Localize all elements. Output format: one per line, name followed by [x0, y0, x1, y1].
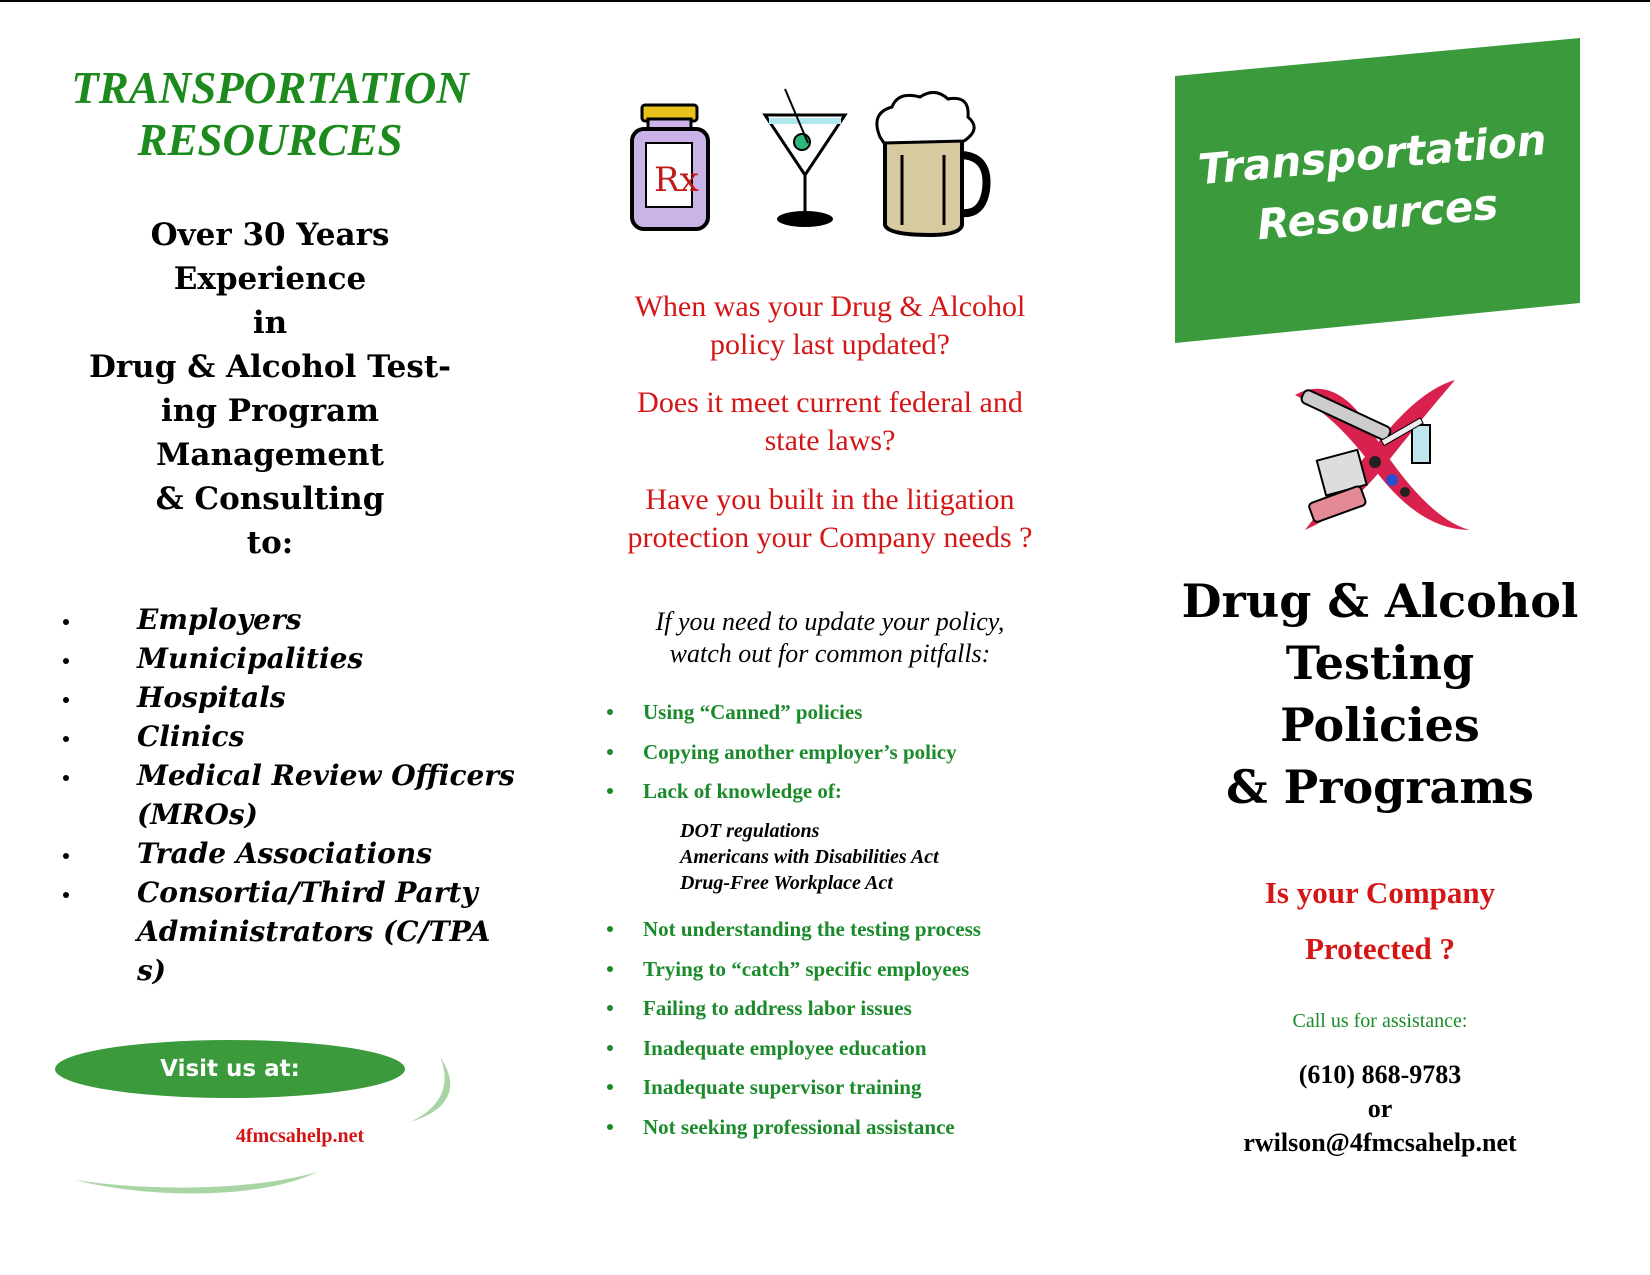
list-item	[55, 756, 525, 834]
bullet-icon	[607, 788, 613, 794]
pitfall-label: Inadequate employee education	[643, 1035, 927, 1060]
phone-number[interactable]: (610) 868-9783	[1298, 1060, 1462, 1089]
bullet-icon	[63, 853, 69, 859]
list-item	[600, 1036, 981, 1076]
banner-line: Resources	[1255, 179, 1501, 250]
bullet-icon	[607, 1005, 613, 1011]
heading-line: & Programs	[1226, 760, 1534, 814]
website-link[interactable]: 4fmcsahelp.net	[235, 1125, 365, 1147]
intro-line: watch out for common pitfalls:	[669, 639, 991, 668]
list-item	[600, 740, 957, 780]
substance-icons	[630, 85, 1010, 245]
question-line: state laws?	[764, 424, 896, 457]
bullet-icon	[63, 658, 69, 664]
heading-line: Drug & Alcohol	[1181, 574, 1579, 628]
question-line: Have you built in the litigation	[645, 483, 1015, 516]
experience-line: Management	[156, 437, 384, 473]
experience-line: ing Program	[161, 393, 379, 429]
pitfalls-list-continued	[600, 917, 981, 1154]
bullet-icon	[607, 1084, 613, 1090]
question-line: Protected ?	[1304, 931, 1456, 966]
email-link[interactable]: rwilson@4fmcsahelp.net	[1243, 1128, 1517, 1157]
regulations-list	[680, 818, 939, 896]
list-item	[55, 717, 525, 756]
question-line: When was your Drug & Alcohol	[634, 290, 1026, 323]
audience-label: Clinics	[137, 720, 245, 753]
main-heading	[1160, 570, 1600, 818]
beer-mug-icon	[877, 92, 987, 235]
pitfall-label: Failing to address labor issues	[643, 996, 912, 1020]
question-line: protection your Company needs ?	[627, 521, 1033, 554]
intro-line: If you need to update your policy,	[655, 607, 1005, 636]
experience-line: Experience	[173, 261, 367, 297]
list-item	[600, 996, 981, 1036]
bullet-icon	[607, 966, 613, 972]
experience-line: Drug & Alcohol Test-	[88, 349, 452, 385]
pitfall-label: Using “Canned” policies	[643, 700, 863, 724]
pitfall-label: Trying to “catch” specific employees	[643, 956, 970, 981]
experience-statement	[50, 213, 490, 565]
martini-glass-icon	[765, 89, 845, 227]
bullet-icon	[63, 697, 69, 703]
top-border	[0, 0, 1650, 2]
pitfall-label: Lack of knowledge of:	[643, 779, 842, 803]
visit-us-badge	[55, 1040, 405, 1098]
list-item	[55, 873, 525, 990]
bullet-icon	[63, 619, 69, 625]
pitfalls-list	[600, 700, 957, 819]
regulation-item: DOT regulations	[680, 820, 820, 842]
list-item	[600, 779, 957, 819]
audience-list	[55, 600, 525, 990]
pitfall-label: Not seeking professional assistance	[643, 1114, 955, 1139]
pitfalls-intro	[585, 606, 1075, 670]
list-item	[600, 1115, 981, 1155]
audience-label: Hospitals	[137, 681, 286, 714]
question-litigation	[585, 481, 1075, 557]
list-item	[600, 957, 981, 997]
bullet-icon	[63, 736, 69, 742]
brand-title	[20, 62, 520, 166]
list-item	[600, 700, 957, 740]
or-label: or	[1367, 1094, 1393, 1123]
experience-line: in	[252, 305, 288, 341]
list-item	[55, 678, 525, 717]
bullet-icon	[63, 775, 69, 781]
audience-label: Employers	[137, 603, 302, 636]
experience-line: & Consulting	[155, 481, 385, 517]
audience-label: Trade Associations	[137, 837, 432, 870]
list-item	[55, 600, 525, 639]
question-line: Does it meet current federal and	[637, 386, 1023, 419]
bullet-icon	[607, 709, 613, 715]
audience-label: Municipalities	[137, 642, 364, 675]
experience-line: Over 30 Years	[150, 217, 390, 253]
rx-label: Rx	[654, 160, 699, 200]
heading-line: Testing	[1285, 636, 1475, 690]
banner-line: Transportation	[1196, 114, 1549, 195]
call-label: Call us for assistance:	[1292, 1010, 1468, 1032]
list-item	[600, 917, 981, 957]
no-drugs-icon	[1280, 370, 1480, 540]
prescription-bottle-icon	[632, 105, 708, 229]
bullet-icon	[607, 1124, 613, 1130]
experience-line: to:	[246, 525, 294, 561]
question-line: policy last updated?	[710, 328, 950, 361]
bullet-icon	[607, 749, 613, 755]
bullet-icon	[63, 892, 69, 898]
pitfall-label: Not understanding the testing process	[643, 917, 981, 941]
regulation-item: Drug-Free Workplace Act	[680, 872, 893, 894]
pitfall-label: Inadequate supervisor training	[643, 1075, 922, 1099]
bullet-icon	[607, 926, 613, 932]
list-item	[55, 639, 525, 678]
regulation-item: Americans with Disabilities Act	[680, 846, 939, 868]
heading-line: Policies	[1280, 698, 1480, 752]
visit-label: Visit us at:	[160, 1056, 300, 1082]
contact-info	[1160, 1058, 1600, 1160]
question-policy-updated	[585, 288, 1075, 364]
bullet-icon	[607, 1045, 613, 1051]
audience-label: Medical Review Officers (MROs)	[137, 759, 515, 831]
list-item	[55, 834, 525, 873]
list-item	[600, 1075, 981, 1115]
question-laws	[585, 384, 1075, 460]
audience-label: Consortia/Third Party Administrators (C/TPA s)	[137, 876, 491, 987]
pitfall-label: Copying another employer’s policy	[643, 739, 957, 764]
brand-line: RESOURCES	[137, 115, 403, 165]
brand-line: TRANSPORTATION	[71, 63, 469, 113]
protection-question	[1160, 865, 1600, 977]
question-line: Is your Company	[1264, 875, 1496, 910]
